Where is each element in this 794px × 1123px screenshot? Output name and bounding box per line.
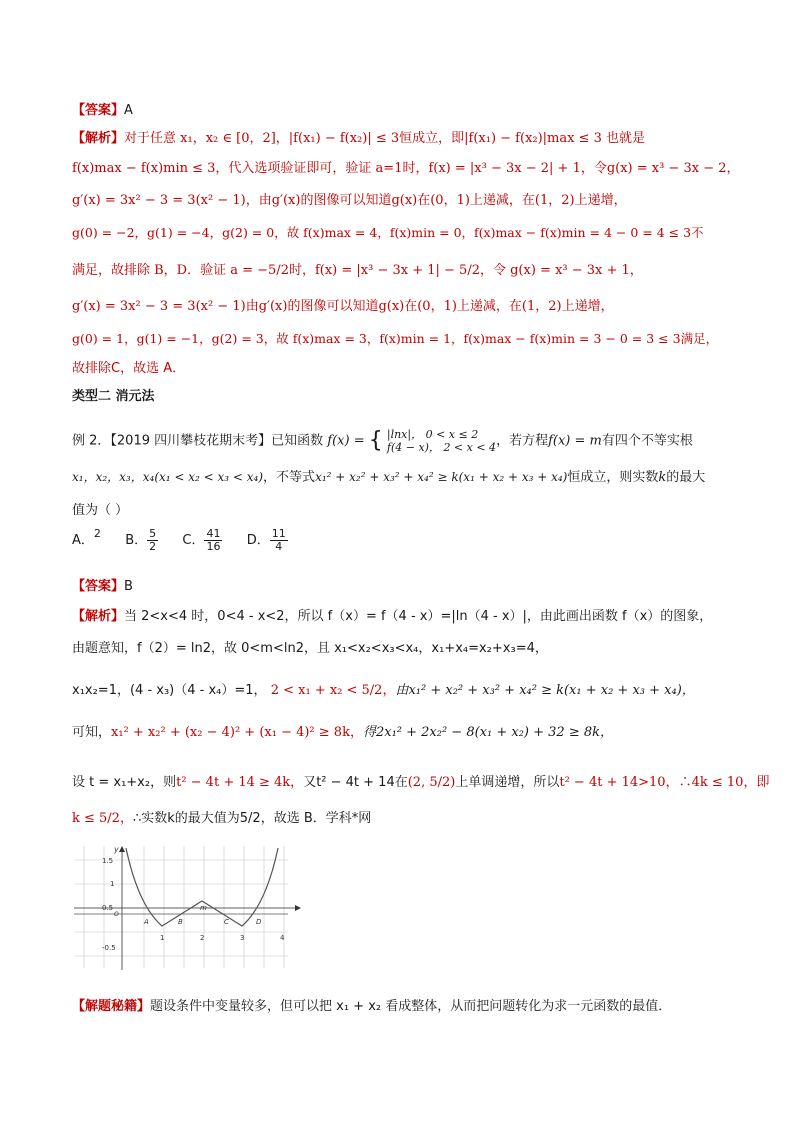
- analysis1-line-3: g′(x) = 3x² − 3 = 3(x² − 1)，由g′(x)的图像可以知道g(x)在(0，1)上递减，在(1，2)上递增，: [72, 193, 627, 208]
- option-c[interactable]: C． $\frac{41}{16}$: [182, 527, 221, 553]
- analysis1-line-5: 满足，故排除 B，D．验证 a = −5/2时，f(x) = |x³ − 3x + 1| − 5/2，令 g(x) = x³ − 3x + 1，: [72, 263, 643, 278]
- analysis2-line-4: 可知，x₁² + x₂² + (x₂ − 4)² + (x₁ − 4)² ≥ 8k，得2x₁² + 2x₂² − 8(x₁ + x₂) + 32 ≥ 8k，: [72, 725, 613, 740]
- tip-label: 【解题秘籍】: [72, 999, 151, 1014]
- options-row: [72, 528, 724, 568]
- option-d[interactable]: D． $\frac{11}{4}$: [246, 527, 286, 553]
- analysis1-line-4: g(0) = −2，g(1) = −4，g(2) = 0，故 f(x)max = 4，f(x)min = 0，f(x)max − f(x)min = 4 − 0 = 4 ≤ 3不: [72, 225, 704, 240]
- answer2-line: [72, 576, 724, 598]
- option-a[interactable]: A． 2: [72, 527, 101, 548]
- example2-source: 【2019 四川攀枝花期末考】: [110, 433, 272, 449]
- analysis1-line-1: 【解析】对于任意 x₁，x₂ ∈ [0，2]，|f(x₁) − f(x₂)| ≤ 3恒成立，即|f(x₁) − f(x₂)|max ≤ 3 也就是: [72, 131, 646, 146]
- x-tick-1: 1: [160, 934, 165, 942]
- answer2-value: B: [124, 579, 133, 594]
- example2-line-1: 例 2．【2019 四川攀枝花期末考】已知函数 f(x) = { |lnx|， 0 < x ≤ 2 f(4 − x)， 2 < x < 4 ，若方程f(x) = m有四个不等实根: [72, 428, 693, 454]
- section-title: 类型二 消元法: [72, 389, 155, 404]
- analysis1-label: 【解析】: [72, 131, 125, 146]
- piecewise-brace: {: [368, 428, 383, 453]
- y-tick-1-5: 1.5: [102, 857, 114, 865]
- point-b: B: [178, 918, 183, 926]
- analysis2-label: 【解析】: [72, 609, 125, 624]
- x-tick-3: 3: [240, 934, 245, 942]
- analysis2-line-5: 设 t = x₁+x₂，则t² − 4t + 14 ≥ 4k，又t² − 4t + 14在(2, 5/2)上单调递增，所以t² − 4t + 14>10，∴4k ≤ 10，即: [72, 775, 770, 790]
- analysis2-line-1: 【解析】当 2<x<4 时，0<4 - x<2，所以 f（x）= f（4 - x）=|ln（4 - x）|，由此画出函数 f（x）的图象，: [72, 609, 713, 624]
- y-tick-1: 1: [110, 880, 115, 888]
- analysis1-line-6: g′(x) = 3x² − 3 = 3(x² − 1)由g′(x)的图像可以知道g(x)在(0，1)上递减，在(1，2)上递增，: [72, 299, 614, 314]
- answer1-value: A: [124, 103, 133, 118]
- origin-label: O: [114, 911, 119, 918]
- analysis1-line-7: g(0) = 1，g(1) = −1，g(2) = 3，故 f(x)max = 3，f(x)min = 1，f(x)max − f(x)min = 3 − 0 = 3 ≤ 3满足，: [72, 331, 719, 346]
- y-tick-0-5: 0.5: [102, 904, 114, 912]
- x-tick-2: 2: [200, 934, 205, 942]
- answer2-label: 【答案】: [72, 579, 125, 594]
- analysis2-line-2: 由题意知，f（2）= ln2，故 0<m<ln2，且 x₁<x₂<x₃<x₄，x₁+x₄=x₂+x₃=4，: [72, 641, 548, 656]
- analysis2-line-6: k ≤ 5/2，∴实数k的最大值为5/2，故选 B．学科*网: [72, 811, 372, 826]
- point-d: D: [256, 918, 262, 926]
- example2-line-2: x₁，x₂，x₃，x₄(x₁ < x₂ < x₃ < x₄)，不等式x₁² + x₂² + x₃² + x₄² ≥ k(x₁ + x₂ + x₃ + x₄)恒成立，则实数k的最大: [72, 470, 706, 485]
- y-tick-neg-0-5: -0.5: [102, 944, 116, 952]
- point-m: m: [200, 904, 207, 912]
- analysis2-line-3: x₁x₂=1，(4 - x₃)（4 - x₄）=1， 2 < x₁ + x₂ < 5/2，由x₁² + x₂² + x₃² + x₄² ≥ k(x₁ + x₂ + x₃ + x₄)，: [72, 683, 695, 698]
- x-tick-4: 4: [280, 934, 285, 942]
- y-axis-label: y: [114, 846, 119, 854]
- answer1-line: [72, 100, 724, 122]
- analysis1-line-8: 故排除C，故选 A．: [72, 361, 186, 376]
- point-a: A: [144, 918, 149, 926]
- point-c: C: [224, 918, 229, 926]
- tip-line: 【解题秘籍】题设条件中变量较多，但可以把 x₁ + x₂ 看成整体，从而把问题转化为求一元函数的最值．: [72, 999, 672, 1014]
- y-axis-arrow: [119, 846, 125, 852]
- piecewise-cases: |lnx|， 0 < x ≤ 2 f(4 − x)， 2 < x < 4: [386, 428, 497, 454]
- analysis1-line-2: f(x)max − f(x)min ≤ 3，代入选项验证即可，验证 a=1时，f(x) = |x³ − 3x − 2| + 1，令g(x) = x³ − 3x − 2，: [72, 161, 740, 176]
- example2-line-3: 值为（ ）: [72, 503, 129, 518]
- function-graph: [74, 846, 304, 972]
- answer1-label: 【答案】: [72, 103, 125, 118]
- option-b[interactable]: B． $\frac{5}{2}$: [125, 527, 157, 553]
- x-axis-arrow: [295, 905, 301, 911]
